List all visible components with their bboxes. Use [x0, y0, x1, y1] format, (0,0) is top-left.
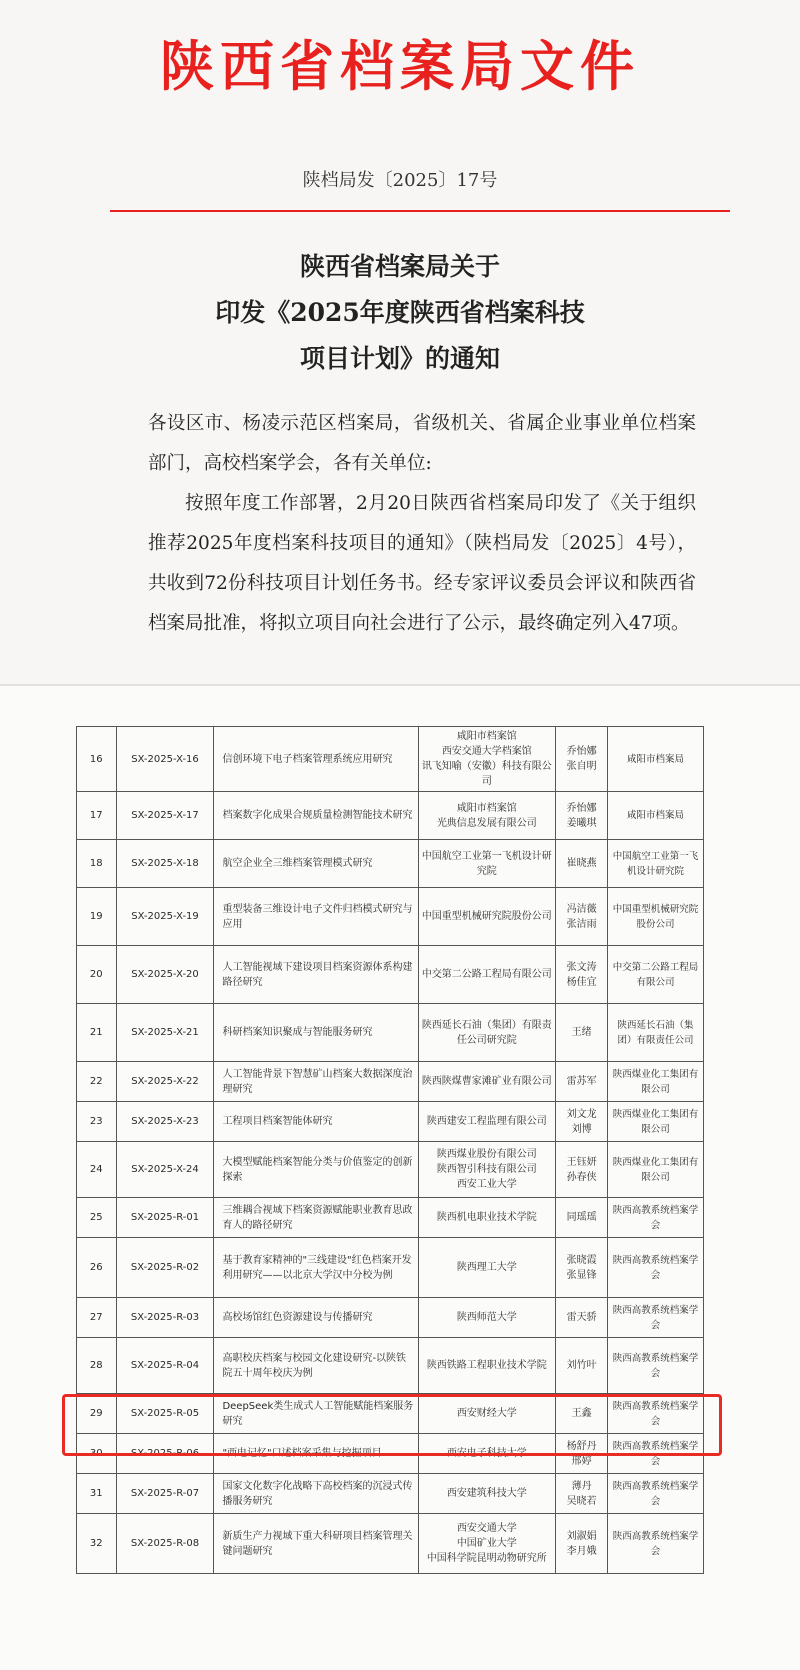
- cell-unit: 西安建筑科技大学: [418, 1474, 555, 1514]
- cell-dept: 陕西高教系统档案学会: [608, 1394, 704, 1434]
- cell-unit: 中国航空工业第一飞机设计研究院: [418, 840, 555, 888]
- cell-dept: 陕西煤业化工集团有限公司: [608, 1102, 704, 1142]
- cell-lead: 薄丹 吴晓若: [556, 1474, 608, 1514]
- cell-number: 24: [77, 1142, 117, 1198]
- cell-dept: 中交第二公路工程局有限公司: [608, 946, 704, 1004]
- cell-code: SX-2025-R-04: [116, 1338, 214, 1394]
- cell-dept: 陕西高教系统档案学会: [608, 1434, 704, 1474]
- cell-title: 航空企业全三维档案管理模式研究: [214, 840, 418, 888]
- table-row: [77, 1474, 704, 1514]
- cell-title: 高职校庆档案与校园文化建设研究-以陕铁院五十周年校庆为例: [214, 1338, 418, 1394]
- doc-number: 陕档局发〔2025〕17号: [302, 170, 498, 191]
- table-row: [77, 1338, 704, 1394]
- cell-lead: 崔晓燕: [556, 840, 608, 888]
- cell-code: SX-2025-X-19: [116, 888, 214, 946]
- cell-lead: 张晓霞 张显锋: [556, 1238, 608, 1298]
- cell-dept: 陕西煤业化工集团有限公司: [608, 1062, 704, 1102]
- cell-unit: 中国重型机械研究院股份公司: [418, 888, 555, 946]
- cell-code: SX-2025-X-18: [116, 840, 214, 888]
- cell-number: 20: [77, 946, 117, 1004]
- cell-lead: 雷天骄: [556, 1298, 608, 1338]
- cell-title: 人工智能背景下智慧矿山档案大数据深度治理研究: [214, 1062, 418, 1102]
- cell-number: 23: [77, 1102, 117, 1142]
- cell-dept: 陕西延长石油（集团）有限责任公司: [608, 1004, 704, 1062]
- cell-title: 三维耦合视域下档案资源赋能职业教育思政育人的路径研究: [214, 1198, 418, 1238]
- cell-lead: 冯洁薇 张洁雨: [556, 888, 608, 946]
- table-row: [77, 727, 704, 792]
- cell-lead: 乔怡娜 姜曦琪: [556, 792, 608, 840]
- cell-title: 科研档案知识聚成与智能服务研究: [214, 1004, 418, 1062]
- table-row: [77, 1062, 704, 1102]
- cell-title: 高校场馆红色资源建设与传播研究: [214, 1298, 418, 1338]
- notice-title-line: 项目计划》的通知: [299, 344, 500, 373]
- cell-code: SX-2025-X-23: [116, 1102, 214, 1142]
- cell-lead: 刘竹叶: [556, 1338, 608, 1394]
- cell-number: 30: [77, 1434, 117, 1474]
- table-row: [77, 1298, 704, 1338]
- cell-title: 工程项目档案智能体研究: [214, 1102, 418, 1142]
- table-row: [77, 1142, 704, 1198]
- cell-lead: 雷苏军: [556, 1062, 608, 1102]
- cell-unit: 西安财经大学: [418, 1394, 555, 1434]
- cell-lead: 张文涛 杨佳宜: [556, 946, 608, 1004]
- cell-unit: 中交第二公路工程局有限公司: [418, 946, 555, 1004]
- cell-dept: 咸阳市档案局: [608, 792, 704, 840]
- table-row: [77, 840, 704, 888]
- cell-title: 基于教育家精神的"三线建设"红色档案开发利用研究——以北京大学汉中分校为例: [214, 1238, 418, 1298]
- cell-number: 25: [77, 1198, 117, 1238]
- table-row: [77, 1514, 704, 1574]
- cell-code: SX-2025-R-05: [116, 1394, 214, 1434]
- cell-number: 19: [77, 888, 117, 946]
- cell-code: SX-2025-X-17: [116, 792, 214, 840]
- notice-title-line: 陕西省档案局关于: [299, 252, 500, 281]
- table-row: [77, 1434, 704, 1474]
- cell-number: 16: [77, 727, 117, 792]
- addressee: 各设区市、杨凌示范区档案局，省级机关、省属企业事业单位档案部门，高校档案学会，各有关单位:: [148, 413, 696, 474]
- cell-number: 22: [77, 1062, 117, 1102]
- cell-unit: 陕西煤业股份有限公司 陕西智引科技有限公司 西安工业大学: [418, 1142, 555, 1198]
- project-table: [76, 726, 704, 1574]
- cell-lead: 同瑶瑶: [556, 1198, 608, 1238]
- cell-dept: 中国航空工业第一飞机设计研究院: [608, 840, 704, 888]
- cell-dept: 中国重型机械研究院股份公司: [608, 888, 704, 946]
- agency-title: 陕西省档案局文件: [160, 34, 640, 98]
- cell-title: 新质生产力视域下重大科研项目档案管理关键问题研究: [214, 1514, 418, 1574]
- table-row: [77, 888, 704, 946]
- cell-code: SX-2025-R-01: [116, 1198, 214, 1238]
- cell-title: 档案数字化成果合规质量检测智能技术研究: [214, 792, 418, 840]
- cell-number: 21: [77, 1004, 117, 1062]
- cell-lead: 乔怡娜 张自明: [556, 727, 608, 792]
- cell-lead: 王钰妍 孙春侠: [556, 1142, 608, 1198]
- cell-lead: 王鑫: [556, 1394, 608, 1434]
- cell-dept: 陕西高教系统档案学会: [608, 1298, 704, 1338]
- cell-lead: 杨舒丹 邢婷: [556, 1434, 608, 1474]
- cell-unit: 陕西建安工程监理有限公司: [418, 1102, 555, 1142]
- cell-lead: 刘文龙 刘博: [556, 1102, 608, 1142]
- cell-code: SX-2025-X-22: [116, 1062, 214, 1102]
- red-divider: [110, 210, 730, 212]
- table-row: [77, 946, 704, 1004]
- cell-number: 18: [77, 840, 117, 888]
- cell-lead: 刘淑娟 李月娥: [556, 1514, 608, 1574]
- cell-title: 国家文化数字化战略下高校档案的沉浸式传播服务研究: [214, 1474, 418, 1514]
- table-row: [77, 1238, 704, 1298]
- cell-code: SX-2025-R-07: [116, 1474, 214, 1514]
- cell-unit: 陕西理工大学: [418, 1238, 555, 1298]
- table-row: [77, 1394, 704, 1434]
- cell-unit: 咸阳市档案馆 西安交通大学档案馆 讯飞知喻（安徽）科技有限公司: [418, 727, 555, 792]
- notice-body: [148, 404, 696, 644]
- cell-dept: 陕西高教系统档案学会: [608, 1514, 704, 1574]
- cell-dept: 陕西煤业化工集团有限公司: [608, 1142, 704, 1198]
- cell-number: 28: [77, 1338, 117, 1394]
- cell-code: SX-2025-R-06: [116, 1434, 214, 1474]
- table-row: [77, 1198, 704, 1238]
- cell-title: 重型装备三维设计电子文件归档模式研究与应用: [214, 888, 418, 946]
- cell-number: 32: [77, 1514, 117, 1574]
- cell-code: SX-2025-X-21: [116, 1004, 214, 1062]
- cell-unit: 陕西机电职业技术学院: [418, 1198, 555, 1238]
- notice-title-line: 印发《2025年度陕西省档案科技: [215, 298, 585, 327]
- table-row: [77, 1102, 704, 1142]
- cell-title: 人工智能视域下建设项目档案资源体系构建路径研究: [214, 946, 418, 1004]
- table-row: [77, 792, 704, 840]
- cell-title: 大模型赋能档案智能分类与价值鉴定的创新探索: [214, 1142, 418, 1198]
- cell-lead: 王绪: [556, 1004, 608, 1062]
- notice-page: [0, 0, 800, 686]
- cell-unit: 陕西陕煤曹家滩矿业有限公司: [418, 1062, 555, 1102]
- cell-number: 31: [77, 1474, 117, 1514]
- cell-title: DeepSeek类生成式人工智能赋能档案服务研究: [214, 1394, 418, 1434]
- cell-unit: 陕西师范大学: [418, 1298, 555, 1338]
- cell-number: 29: [77, 1394, 117, 1434]
- table-row: [77, 1004, 704, 1062]
- cell-unit: 咸阳市档案馆 光典信息发展有限公司: [418, 792, 555, 840]
- cell-unit: 陕西延长石油（集团）有限责任公司研究院: [418, 1004, 555, 1062]
- cell-dept: 陕西高教系统档案学会: [608, 1474, 704, 1514]
- cell-code: SX-2025-R-02: [116, 1238, 214, 1298]
- cell-code: SX-2025-X-20: [116, 946, 214, 1004]
- cell-number: 26: [77, 1238, 117, 1298]
- cell-unit: 西安电子科技大学: [418, 1434, 555, 1474]
- cell-dept: 陕西高教系统档案学会: [608, 1198, 704, 1238]
- cell-dept: 咸阳市档案局: [608, 727, 704, 792]
- cell-code: SX-2025-R-03: [116, 1298, 214, 1338]
- notice-title: [0, 244, 800, 382]
- cell-code: SX-2025-X-16: [116, 727, 214, 792]
- cell-number: 17: [77, 792, 117, 840]
- cell-title: "西电记忆"口述档案采集与挖掘项目: [214, 1434, 418, 1474]
- cell-code: SX-2025-X-24: [116, 1142, 214, 1198]
- cell-unit: 西安交通大学 中国矿业大学 中国科学院昆明动物研究所: [418, 1514, 555, 1574]
- cell-title: 信创环境下电子档案管理系统应用研究: [214, 727, 418, 792]
- cell-dept: 陕西高教系统档案学会: [608, 1238, 704, 1298]
- cell-code: SX-2025-R-08: [116, 1514, 214, 1574]
- cell-number: 27: [77, 1298, 117, 1338]
- cell-dept: 陕西高教系统档案学会: [608, 1338, 704, 1394]
- notice-paragraph: 按照年度工作部署，2月20日陕西省档案局印发了《关于组织推荐2025年度档案科技项目的通知》（陕档局发〔2025〕4号），共收到72份科技项目计划任务书。经专家评议委员会评议和陕西省档案局批准，将拟立项目向社会进行了公示，最终确定列入47项。: [148, 493, 696, 634]
- cell-unit: 陕西铁路工程职业技术学院: [418, 1338, 555, 1394]
